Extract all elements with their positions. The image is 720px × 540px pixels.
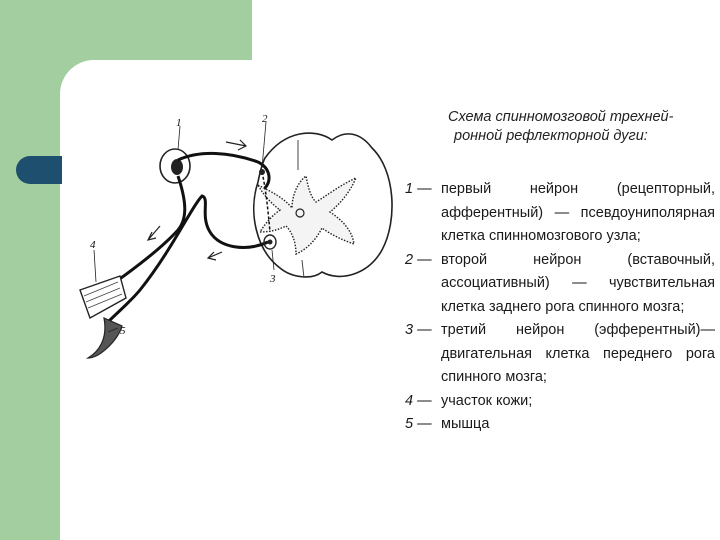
neuron-1-body (171, 159, 183, 175)
legend-number: 5 — (405, 416, 432, 432)
legend-text: второй нейрон (вставочный, ассоциативный) — чувствительная клетка заднего рога спинного мозга; (441, 251, 715, 315)
legend-number: 1 — (405, 181, 432, 197)
legend-item (405, 390, 715, 414)
arrow-efferent (208, 252, 222, 260)
neuron-3-nucleus (268, 240, 273, 245)
diagram-label-4: 4 (90, 239, 96, 251)
efferent-fibre (108, 196, 268, 322)
legend-number: 2 — (405, 251, 432, 268)
nav-tab (16, 156, 62, 184)
diagram-label-5: 5 (120, 325, 126, 337)
legend-number: 3 — (405, 322, 432, 338)
arrow-skin (148, 226, 160, 240)
diagram-label-3: 3 (270, 273, 276, 285)
arrow-afferent (226, 140, 246, 150)
diagram-label-2: 2 (262, 113, 268, 125)
legend-text: первый нейрон (рецепторный, афферентный) — псевдоуниполярная клетка спинномозгового узла; (441, 181, 715, 244)
legend-text: участок кожи; (441, 392, 533, 409)
diagram-label-1: 1 (176, 117, 182, 129)
legend-text: третий нейрон (эфферентный)— двигательная клетка переднего рога спинного мозга; (441, 322, 715, 385)
legend-number: 4 — (405, 392, 432, 409)
leader-4 (94, 250, 96, 282)
legend-item (405, 319, 715, 390)
legend-item (405, 249, 715, 320)
ventral-line (302, 260, 304, 278)
legend-item (405, 413, 715, 437)
muscle (88, 318, 122, 358)
gray-matter (258, 176, 356, 254)
leader-1 (178, 126, 180, 150)
neuron-2-body (259, 169, 265, 175)
legend-item (405, 178, 715, 249)
caption-title-line-1: Схема спинномозговой трехней- (448, 109, 674, 125)
caption-title-line-2: ронной рефлекторной дуги: (454, 128, 648, 144)
reflex-arc-diagram (60, 100, 400, 380)
diagram-caption-title (448, 108, 710, 146)
diagram-legend (405, 178, 715, 437)
legend-text: мышца (441, 416, 490, 432)
